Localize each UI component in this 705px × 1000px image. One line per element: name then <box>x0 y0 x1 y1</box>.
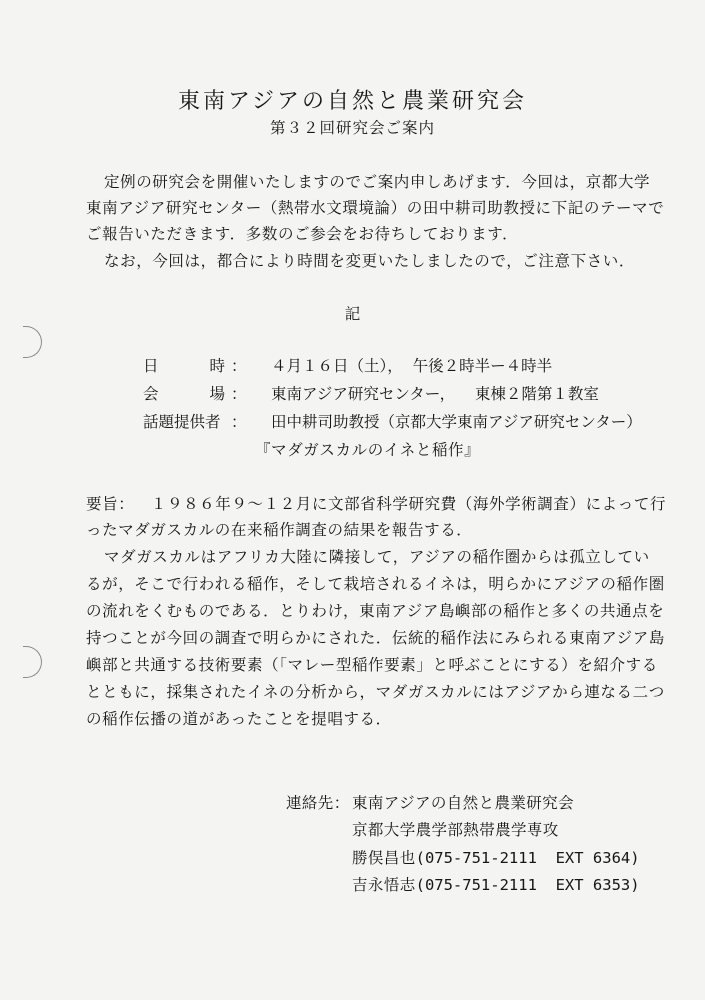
datetime-value: ４月１６日（土）， 午後２時半ー４時半 <box>271 357 553 375</box>
colon: ： <box>231 385 247 403</box>
summary-line: 嶼部と共通する技術要素（「マレー型稲作要素」と呼ぶことにする）を紹介する <box>86 656 658 674</box>
contact-person-name: 吉永悟志 <box>352 876 416 894</box>
document-title: 東南アジアの自然と農業研究会 <box>177 89 528 114</box>
summary-line: とともに，採集されたイネの分析から，マダガスカルにはアジアから連なる二つ <box>86 683 665 701</box>
summary-line: ったマダガスカルの在来稲作調査の結果を報告する． <box>86 521 473 539</box>
speaker-label: 話題提供者 <box>143 413 221 431</box>
punch-hole <box>23 646 42 678</box>
intro-line: なお，今回は，都合により時間を変更いたしましたので，ご注意下さい． <box>104 252 635 270</box>
colon: ： <box>231 357 247 375</box>
venue-label: 会 場 <box>143 385 225 403</box>
venue-value: 東南アジア研究センター， 東棟２階第１教室 <box>271 385 599 403</box>
summary-line: 要旨： １９８６年９～１２月に文部省科学研究費（海外学術調査）によって行 <box>86 495 667 513</box>
summary-line: マダガスカルはアフリカ大陸に隣接して，アジアの稲作圏からは孤立してい <box>104 548 650 566</box>
document-subtitle: 第３２回研究会ご案内 <box>269 119 435 137</box>
ki-heading: 記 <box>344 305 361 323</box>
summary-line: 持つことが今回の調査で明らかにされた．伝統的稲作法にみられる東南アジア島 <box>86 629 665 647</box>
contact-person-phone: (075-751-2111 EXT 6364) <box>415 849 640 867</box>
contact-person-name: 勝俣昌也 <box>352 849 416 867</box>
intro-line: 定例の研究会を開催いたしますのでご案内申しあげます．今回は，京都大学 <box>104 173 651 191</box>
summary-line: るが，そこで行われる稲作，そして栽培されるイネは，明らかにアジアの稲作圏 <box>86 575 665 593</box>
colon: ： <box>231 413 247 431</box>
contact-label: 連絡先： <box>286 794 350 812</box>
contact-person <box>352 846 640 868</box>
summary-line: の稲作伝播の道があったことを提唱する． <box>86 710 392 728</box>
speaker-value: 田中耕司助教授（京都大学東南アジア研究センター） <box>271 413 642 431</box>
punch-hole <box>23 326 42 358</box>
contact-org: 東南アジアの自然と農業研究会 <box>352 794 574 812</box>
contact-dept: 京都大学農学部熱帯農学専攻 <box>352 821 559 839</box>
summary-line: の流れをくむものである．とりわけ，東南アジア島嶼部の稲作と多くの共通点を <box>86 602 665 620</box>
contact-person <box>352 873 640 895</box>
intro-line: 東南アジア研究センター（熱帯水文環境論）の田中耕司助教授に下記のテーマで <box>86 199 665 217</box>
intro-line: ご報告いただきます．多数のご参会をお待ちしております． <box>86 225 519 243</box>
datetime-label: 日 時 <box>143 357 225 375</box>
contact-person-phone: (075-751-2111 EXT 6353) <box>415 876 640 894</box>
topic-title: 『マダガスカルのイネと稲作』 <box>255 441 481 459</box>
